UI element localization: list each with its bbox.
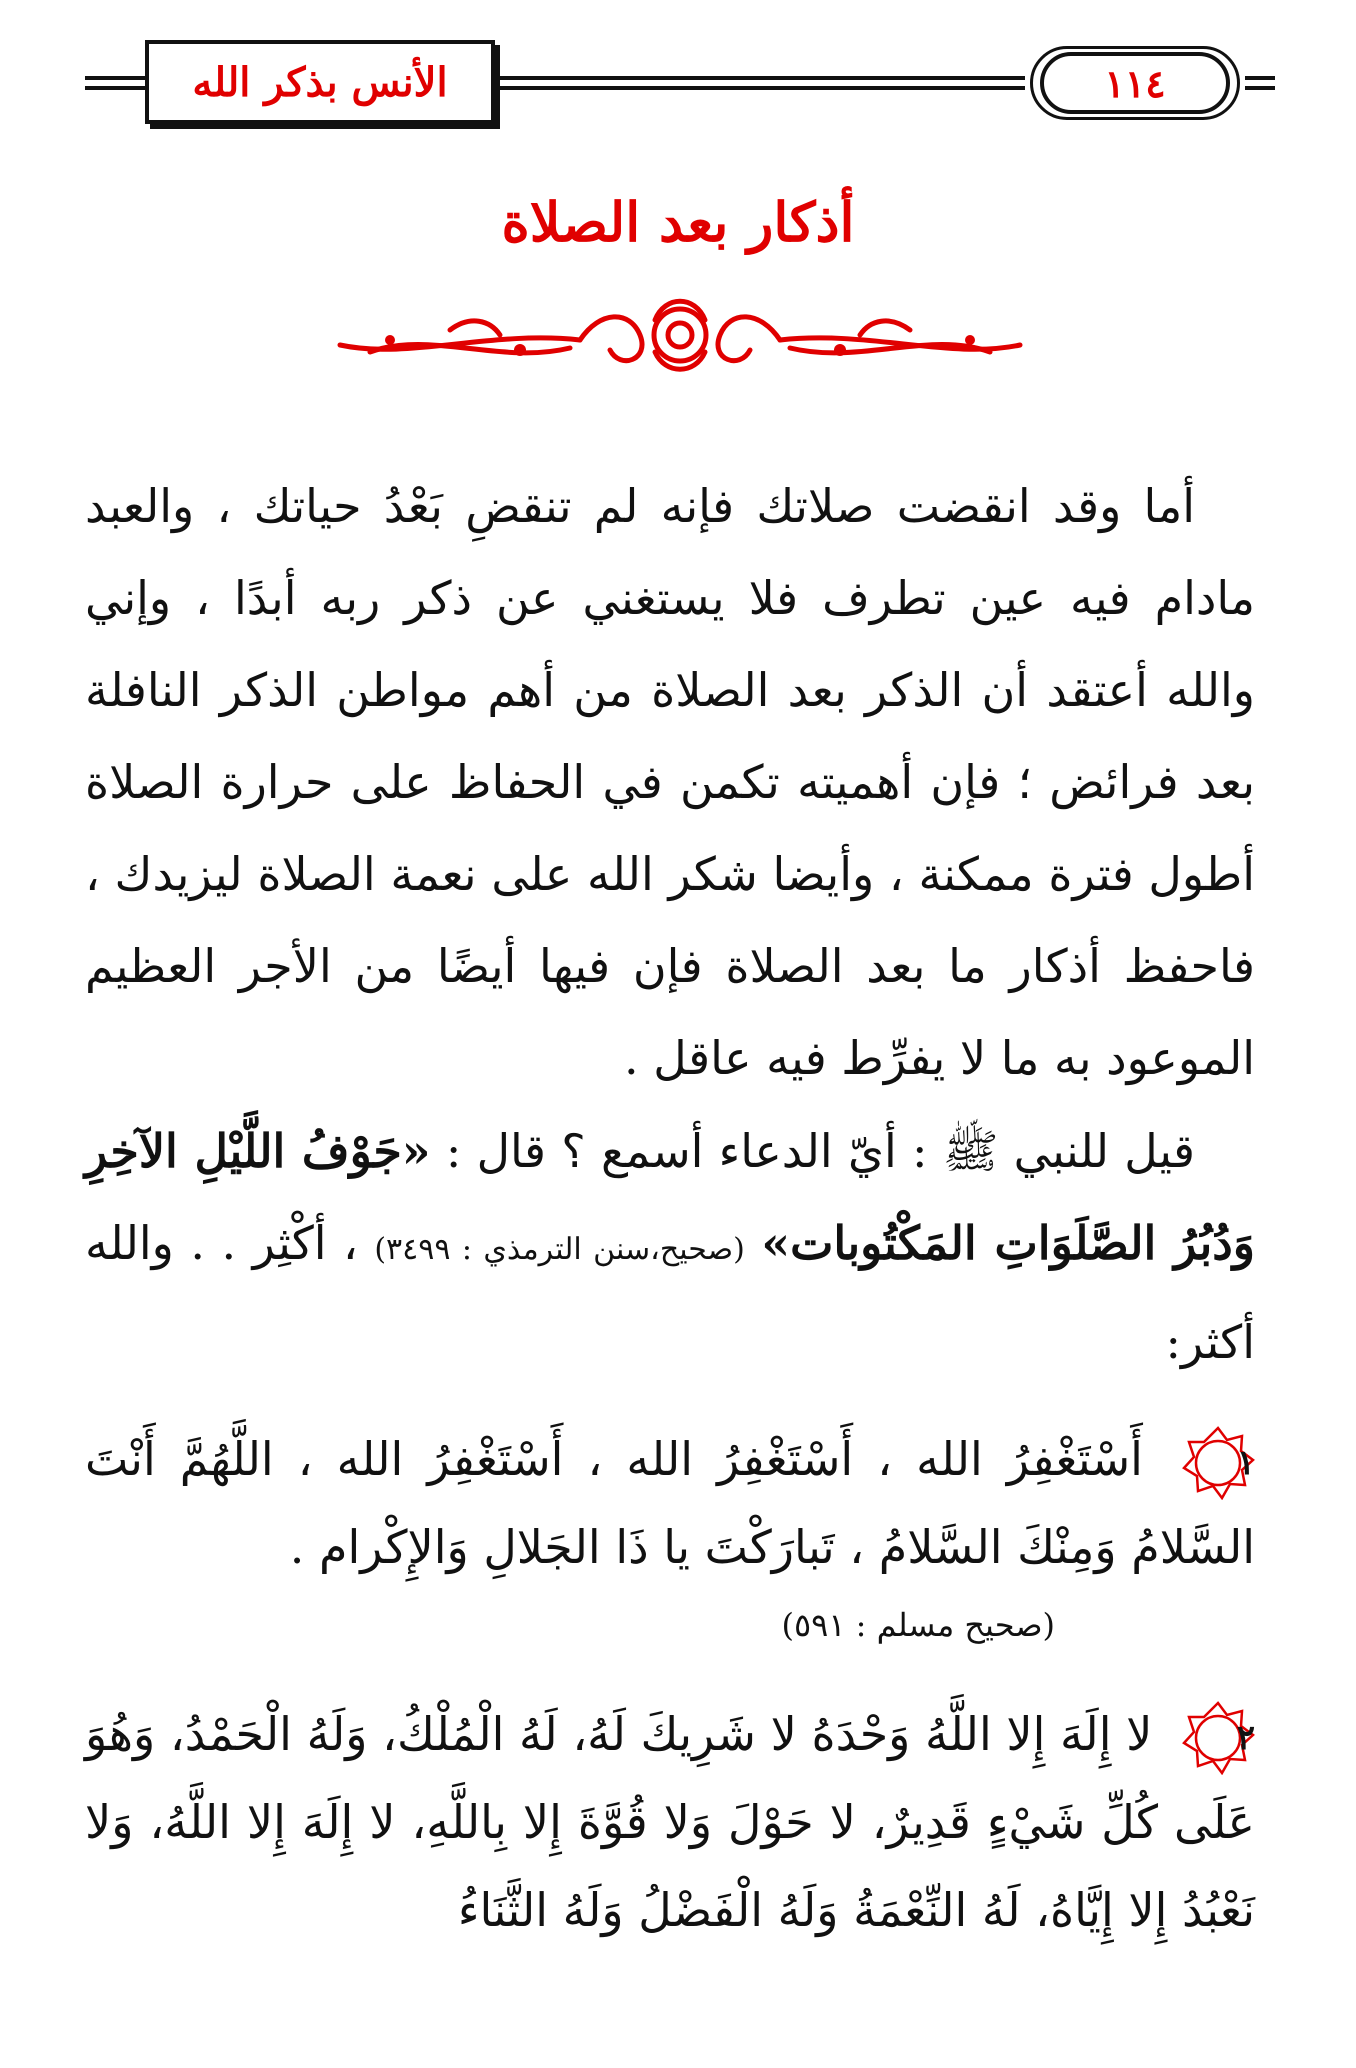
page-number-badge: ١١٤: [1040, 52, 1230, 114]
header-rule-middle-2: [495, 86, 1025, 90]
hadith-source: (صحيح،سنن الترمذي : ٣٤٩٩): [374, 1232, 745, 1267]
dhikr-source-1: (صحيح مسلم : ٥٩١): [781, 1606, 1055, 1644]
hadith-lead: قيل للنبي ﷺ : أيّ الدعاء أسمع ؟ قال :: [445, 1124, 1195, 1178]
section-title: أذكار بعد الصلاة: [501, 190, 855, 254]
dhikr-item-1: [85, 1415, 1255, 1591]
dhikr-text-1: أَسْتَغْفِرُ الله ، أَسْتَغْفِرُ الله ، أَسْتَغْفِرُ الله ، اللَّهُمَّ أَنْتَ السَّلامُ وَمِنْكَ السَّلامُ ، تَبارَكْتَ يا ذَا الجَلالِ وَالإِكْرام .: [85, 1432, 1255, 1574]
header-rule-left: [85, 76, 145, 80]
dhikr-item-2: [85, 1690, 1255, 1954]
number-badge-icon: ١: [1181, 1426, 1255, 1500]
ornament-divider-icon: [330, 290, 1030, 380]
hadith-paragraph: [85, 1105, 1255, 1388]
hadith-quote: «جَوْفُ اللَّيْلِ الآخِرِ وَدُبُرُ الصَّلَوَاتِ المَكْتُوبات»: [85, 1124, 1256, 1270]
header-rule-middle: [495, 76, 1025, 80]
hadith-tail: ، أكْثِر . . والله أكثر:: [85, 1216, 1255, 1369]
book-title-box: الأنس بذكر الله: [145, 40, 495, 124]
header-rule-right-2: [1245, 86, 1275, 90]
intro-paragraph: أما وقد انقضت صلاتك فإنه لم تنقضِ بَعْدُ حياتك ، والعبد مادام فيه عين تطرف فلا يستغني عن ذكر ربه أبدًا ، وإني والله أعتقد أن الذكر بعد الصلاة من أهم مواطن الذكر النافلة بعد فرائض ؛ فإن أهميته تكمن في الحفاظ على حرارة الصلاة أطول فترة ممكنة ، وأيضا شكر الله على نعمة الصلاة ليزيدك ، فاحفظ أذكار ما بعد الصلاة فإن فيها أيضًا من الأجر العظيم الموعود به ما لا يفرِّط فيه عاقل .: [85, 479, 1255, 1085]
header-rule-left-2: [85, 86, 145, 90]
number-badge-icon: ٢: [1181, 1701, 1255, 1775]
header-rule-right: [1245, 76, 1275, 80]
dhikr-text-2: لا إِلَهَ إِلا اللَّهُ وَحْدَهُ لا شَرِيكَ لَهُ، لَهُ الْمُلْكُ، وَلَهُ الْحَمْدُ، وَهُوَ عَلَى كُلِّ شَيْءٍ قَدِيرٌ، لا حَوْلَ وَلا قُوَّةَ إِلا بِاللَّهِ، لا إِلَهَ إِلا اللَّهُ، وَلا نَعْبُدُ إِلا إِيَّاهُ، لَهُ النِّعْمَةُ وَلَهُ الْفَضْلُ وَلَهُ الثَّنَاءُ: [85, 1707, 1255, 1937]
